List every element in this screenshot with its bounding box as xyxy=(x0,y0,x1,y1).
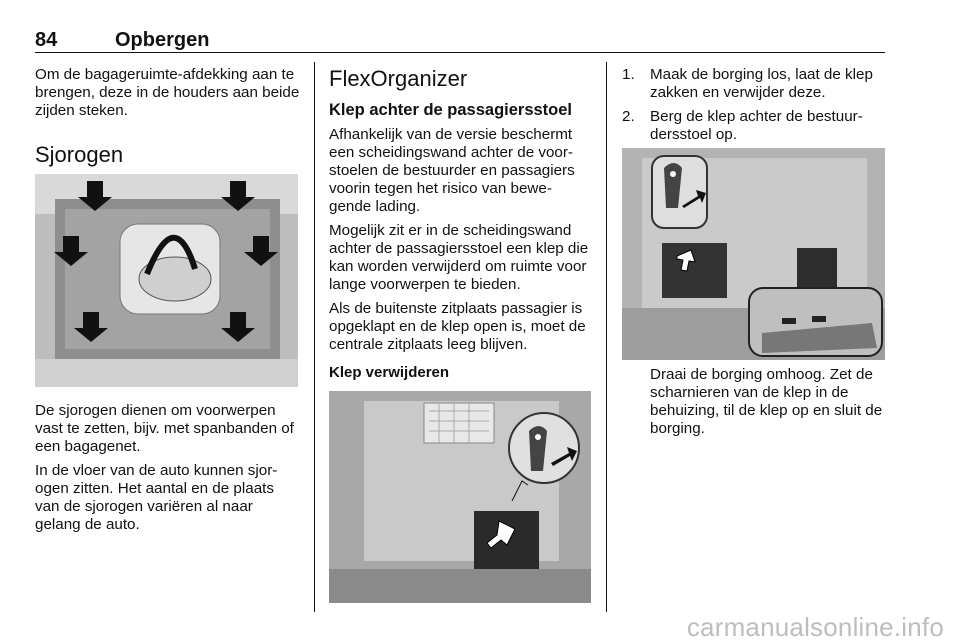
flexorganizer-para-3: Als de buitenste zitplaats passagier is opgeklapt en de klep open is, moet de centrale zitplaats leeg blijven. xyxy=(329,300,586,353)
sjorogen-heading: Sjorogen xyxy=(35,142,124,167)
flexorganizer-para-1: Afhankelijk van de versie beschermt een scheidingswand achter de voor-stoelen de bestuurder en passagiers voorin tegen het risico van bewe-gende lading. xyxy=(329,126,575,215)
sjorogen-para-1: De sjorogen dienen om voorwerpen vast te zetten, bijv. met spanbanden of een bagagenet. xyxy=(35,402,294,455)
column-divider-left xyxy=(314,62,315,612)
right-column-bottom xyxy=(650,366,887,438)
left-column-bottom xyxy=(35,402,300,534)
flexorganizer-para-2: Mogelijk zit er in de scheidingswand achter de passagiersstoel een klep die kan worden verwijderd om ruimte voor lange voorwerpen te bieden. xyxy=(329,222,589,293)
step-1 xyxy=(622,66,887,102)
column-divider-right xyxy=(606,62,607,612)
stow-instructions: Draai de borging omhoog. Zet de scharnieren van de klep in de behuizing, til de klep op en sluit de borging. xyxy=(650,366,883,437)
step-number: 1. xyxy=(622,66,635,83)
watermark: carmanualsonline.info xyxy=(686,612,944,642)
steps-list xyxy=(622,66,887,144)
middle-column xyxy=(329,66,592,381)
step-2 xyxy=(622,108,887,144)
remove-flap-figure xyxy=(329,391,591,603)
remove-flap-heading: Klep verwijderen xyxy=(329,364,450,381)
header-rule xyxy=(35,52,885,53)
step-number: 2. xyxy=(622,108,635,125)
stow-flap-figure xyxy=(622,148,885,360)
flap-subheading: Klep achter de passagiersstoel xyxy=(329,101,573,119)
lashing-eyes-figure xyxy=(35,174,298,387)
step-text: Berg de klep achter de bestuur-dersstoel op. xyxy=(650,108,863,143)
page-number: 84 xyxy=(35,29,58,51)
chapter-title: Opbergen xyxy=(115,29,210,51)
intro-text: Om de bagageruimte-afdekking aan te brengen, deze in de houders aan beide zijden steken. xyxy=(35,66,300,119)
flexorganizer-heading: FlexOrganizer xyxy=(329,66,468,91)
sjorogen-para-2: In de vloer van de auto kunnen sjor-ogen zitten. Het aantal en de plaats van de sjorogen variëren al naar gelang de auto. xyxy=(35,462,278,533)
right-column-top xyxy=(622,66,887,144)
step-text: Maak de borging los, laat de klep zakken en verwijder deze. xyxy=(650,66,873,101)
left-column-top xyxy=(35,66,300,168)
